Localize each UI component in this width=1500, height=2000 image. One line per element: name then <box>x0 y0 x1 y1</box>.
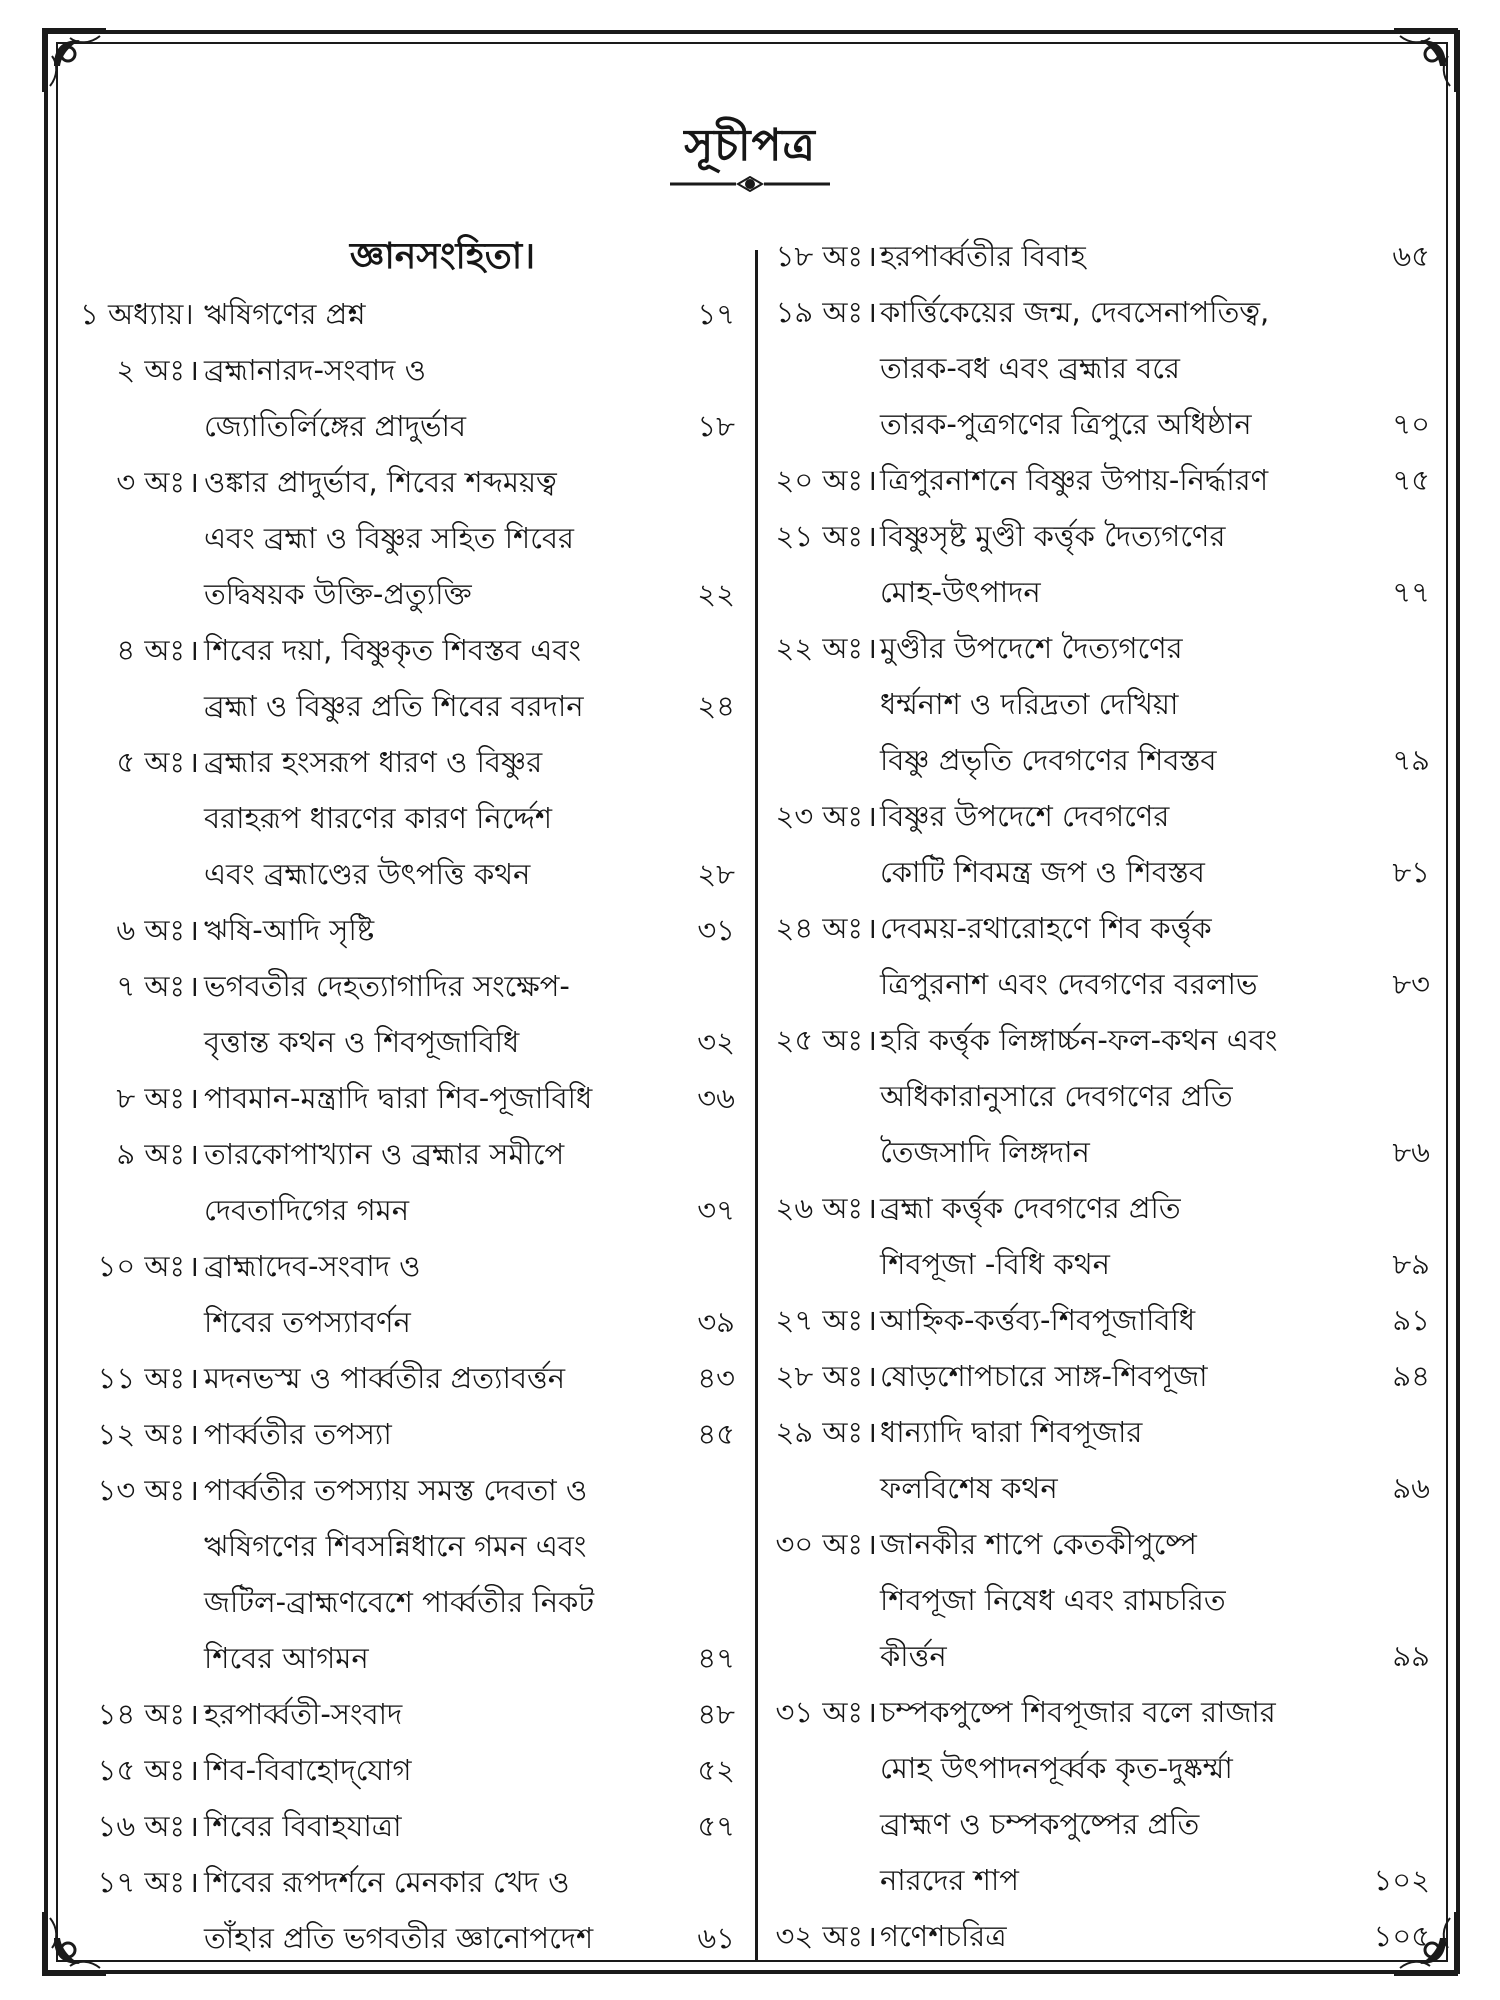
toc-line <box>768 1180 1430 1236</box>
toc-line <box>768 1236 1430 1292</box>
toc-line <box>768 396 1430 452</box>
separator-mark: । <box>188 1249 199 1283</box>
toc-entry <box>768 508 1430 620</box>
chapter-number: ২১ অঃ <box>775 519 863 553</box>
toc-line <box>80 902 745 958</box>
toc-line <box>768 1292 1430 1348</box>
separator-mark: । <box>866 631 877 665</box>
page-number: ৩১ <box>697 913 735 947</box>
chapter-title-line: কোটি শিবমন্ত্র জপ ও শিবস্তব <box>880 855 1205 889</box>
toc-line <box>80 1462 745 1518</box>
chapter-title-line: মোহ-উৎপাদন <box>880 575 1041 609</box>
chapter-number: ১৪ অঃ <box>97 1697 185 1731</box>
toc-line <box>80 454 745 510</box>
page-number: ৭০ <box>1392 407 1430 441</box>
toc-line <box>768 1908 1430 1964</box>
toc-line <box>768 1124 1430 1180</box>
toc-entry <box>768 284 1430 452</box>
toc-line <box>768 900 1430 956</box>
separator-mark: । <box>866 1527 877 1561</box>
chapter-title-line: ব্রহ্মানারদ-সংবাদ ও <box>204 353 426 387</box>
toc-line <box>80 846 745 902</box>
toc-line <box>80 622 745 678</box>
separator-mark: । <box>866 519 877 553</box>
page-number: ৭৭ <box>1392 575 1430 609</box>
chapter-number: ২৭ অঃ <box>775 1303 863 1337</box>
toc-line <box>80 286 745 342</box>
chapter-number: ১০ অঃ <box>97 1249 185 1283</box>
chapter-number: ২৬ অঃ <box>775 1191 863 1225</box>
toc-entry <box>80 1686 745 1742</box>
chapter-title-line: বরাহরূপ ধারণের কারণ নির্দ্দেশ <box>204 801 553 835</box>
toc-entry <box>80 1798 745 1854</box>
separator-mark: । <box>188 969 199 1003</box>
toc-entry <box>80 1070 745 1126</box>
page-number: ৫২ <box>697 1753 735 1787</box>
chapter-title-line: ব্রহ্মার হংসরূপ ধারণ ও বিষ্ণুর <box>204 745 543 779</box>
toc-entry <box>768 1012 1430 1180</box>
toc-right-list <box>768 228 1430 1964</box>
chapter-number: ৮ অঃ <box>116 1081 185 1115</box>
chapter-title-line: তৈজসাদি লিঙ্গদান <box>880 1135 1090 1169</box>
page-number: ৮৩ <box>1392 967 1430 1001</box>
chapter-title-line: মুণ্ডীর উপদেশে দৈত্যগণের <box>880 631 1183 665</box>
page-number: ১৭ <box>697 297 735 331</box>
toc-entry <box>768 452 1430 508</box>
separator-mark: । <box>866 799 877 833</box>
separator-mark: । <box>188 745 199 779</box>
chapter-number: ৪ অঃ <box>116 633 185 667</box>
separator-mark: । <box>188 1361 199 1395</box>
chapter-number: ৩ অঃ <box>116 465 185 499</box>
toc-entry <box>768 1404 1430 1516</box>
toc-line <box>768 1516 1430 1572</box>
chapter-number: ৩১ অঃ <box>775 1695 863 1729</box>
chapter-title-line: শিবের রূপদর্শনে মেনকার খেদ ও <box>204 1865 570 1899</box>
toc-entry <box>80 1854 745 1966</box>
chapter-title-line: চম্পকপুষ্পে শিবপূজার বলে রাজার <box>880 1695 1276 1729</box>
chapter-number: ১৬ অঃ <box>97 1809 185 1843</box>
toc-line <box>768 564 1430 620</box>
separator-mark: । <box>188 353 199 387</box>
section-heading: জ্ঞানসংহিতা। <box>349 236 536 277</box>
separator-mark: । <box>866 239 877 273</box>
separator-mark: । <box>866 1359 877 1393</box>
toc-line <box>768 284 1430 340</box>
separator-mark: । <box>188 913 199 947</box>
toc-left-list <box>80 286 745 1966</box>
chapter-title-line: ঋষিগণের শিবসন্নিধানে গমন এবং <box>204 1529 587 1563</box>
toc-line <box>80 1126 745 1182</box>
toc-line <box>768 1012 1430 1068</box>
page-number: ৩৬ <box>697 1081 735 1115</box>
toc-line <box>768 1068 1430 1124</box>
page-number: ৪৫ <box>697 1417 735 1451</box>
toc-entry <box>80 902 745 958</box>
separator-mark: । <box>866 1919 877 1953</box>
separator-mark: । <box>866 463 877 497</box>
chapter-title-line: মদনভস্ম ও পার্ব্বতীর প্রত্যাবর্ত্তন <box>204 1361 566 1395</box>
chapter-number: ২৯ অঃ <box>775 1415 863 1449</box>
toc-line <box>80 1518 745 1574</box>
toc-entry <box>768 620 1430 788</box>
toc-line <box>80 734 745 790</box>
chapter-title-line: শিবের বিবাহযাত্রা <box>204 1809 402 1843</box>
page-number: ৮৯ <box>1392 1247 1430 1281</box>
toc-line <box>768 1572 1430 1628</box>
toc-line <box>768 452 1430 508</box>
toc-entry <box>80 454 745 622</box>
separator-mark: । <box>866 1023 877 1057</box>
title-flourish <box>670 176 830 192</box>
chapter-title-line: ওঙ্কার প্রাদুর্ভাব, শিবের শব্দময়ত্ব <box>204 465 557 499</box>
toc-entry <box>80 1462 745 1686</box>
page-title: সূচীপত্র <box>684 120 816 171</box>
corner-ornament <box>40 26 110 96</box>
chapter-title-line: হরি কর্ত্তৃক লিঙ্গার্চ্চন-ফল-কথন এবং <box>880 1023 1278 1057</box>
chapter-number: ২২ অঃ <box>775 631 863 665</box>
toc-line <box>768 1460 1430 1516</box>
toc-left-column <box>80 228 745 1966</box>
chapter-title-line: শিবের আগমন <box>204 1641 369 1675</box>
chapter-title-line: জটিল-ব্রাহ্মণবেশে পার্ব্বতীর নিকট <box>204 1585 595 1619</box>
chapter-title-line: জ্যোতির্লিঙ্গের প্রাদুর্ভাব <box>204 409 466 443</box>
chapter-title-line: তারক-পুত্রগণের ত্রিপুরে অধিষ্ঠান <box>880 407 1252 441</box>
page-number: ৩২ <box>697 1025 735 1059</box>
separator-mark: । <box>866 1191 877 1225</box>
toc-line <box>768 1852 1430 1908</box>
toc-line <box>80 398 745 454</box>
toc-entry <box>80 958 745 1070</box>
separator-mark: । <box>188 1081 199 1115</box>
chapter-number: ১৮ অঃ <box>775 239 863 273</box>
separator-mark: । <box>866 1695 877 1729</box>
chapter-number: ২ অঃ <box>116 353 185 387</box>
toc-entry <box>768 228 1430 284</box>
toc-line <box>768 1740 1430 1796</box>
toc-entry <box>80 1350 745 1406</box>
chapter-number: ২৫ অঃ <box>775 1023 863 1057</box>
toc-line <box>80 1854 745 1910</box>
toc-entry <box>768 1292 1430 1348</box>
separator-mark: । <box>188 1865 199 1899</box>
page-number: ৬৫ <box>1392 239 1430 273</box>
toc-entry <box>80 622 745 734</box>
toc-entry <box>80 1126 745 1238</box>
chapter-title-line: পার্ব্বতীর তপস্যায় সমস্ত দেবতা ও <box>204 1473 588 1507</box>
page-number: ৯৬ <box>1392 1471 1430 1505</box>
chapter-title-line: শিবপূজা -বিধি কথন <box>880 1247 1110 1281</box>
chapter-title-line: অধিকারানুসারে দেবগণের প্রতি <box>880 1079 1233 1113</box>
chapter-title-line: শিবের দয়া, বিষ্ণুকৃত শিবস্তব এবং <box>204 633 581 667</box>
chapter-title-line: ব্রহ্মা কর্ত্তৃক দেবগণের প্রতি <box>880 1191 1181 1225</box>
chapter-title-line: ব্রাহ্মণ ও চম্পকপুষ্পের প্রতি <box>880 1807 1200 1841</box>
toc-entry <box>768 1180 1430 1292</box>
corner-ornament <box>1390 26 1460 96</box>
toc-line <box>768 1628 1430 1684</box>
toc-line <box>80 678 745 734</box>
page-number: ২২ <box>697 577 735 611</box>
page-number: ১০৫ <box>1373 1919 1430 1953</box>
toc-entry <box>80 734 745 902</box>
chapter-title-line: তারক-বধ এবং ব্রহ্মার বরে <box>880 351 1180 385</box>
toc-line <box>80 1742 745 1798</box>
page-number: ৬১ <box>697 1921 735 1955</box>
separator-mark: । <box>188 633 199 667</box>
chapter-title-line: হরপার্ব্বতী-সংবাদ <box>204 1697 403 1731</box>
chapter-number: ৩০ অঃ <box>775 1527 863 1561</box>
chapter-number: ১৭ অঃ <box>97 1865 185 1899</box>
page-number: ৫৭ <box>697 1809 735 1843</box>
toc-entry <box>768 1908 1430 1964</box>
toc-line <box>80 1910 745 1966</box>
page-number: ৪৭ <box>697 1641 735 1675</box>
separator-mark: । <box>188 1417 199 1451</box>
toc-right-column <box>768 228 1430 1964</box>
chapter-title-line: এবং ব্রহ্মাণ্ডের উৎপত্তি কথন <box>204 857 531 891</box>
page-number: ৭৯ <box>1392 743 1430 777</box>
toc-entry <box>768 788 1430 900</box>
toc-line <box>768 788 1430 844</box>
chapter-number: ১৯ অঃ <box>775 295 863 329</box>
page-number: ৯৯ <box>1392 1639 1430 1673</box>
chapter-title-line: কীর্ত্তন <box>880 1639 947 1673</box>
chapter-title-line: এবং ব্রহ্মা ও বিষ্ণুর সহিত শিবের <box>204 521 574 555</box>
toc-line <box>768 340 1430 396</box>
chapter-title-line: বিষ্ণুসৃষ্ট মুণ্ডী কর্ত্তৃক দৈত্যগণের <box>880 519 1226 553</box>
chapter-number: ৬ অঃ <box>116 913 185 947</box>
chapter-title-line: ব্রহ্মা ও বিষ্ণুর প্রতি শিবের বরদান <box>204 689 584 723</box>
chapter-title-line: ঋষি-আদি সৃষ্টি <box>204 913 375 947</box>
toc-entry <box>768 1684 1430 1908</box>
chapter-number: ১২ অঃ <box>97 1417 185 1451</box>
chapter-number: ১৩ অঃ <box>97 1473 185 1507</box>
toc-line <box>80 790 745 846</box>
page-number: ২৪ <box>697 689 735 723</box>
toc-entry <box>80 1406 745 1462</box>
toc-line <box>80 342 745 398</box>
toc-entry <box>80 1742 745 1798</box>
chapter-title-line: বিষ্ণু প্রভৃতি দেবগণের শিবস্তব <box>880 743 1217 777</box>
chapter-number: ৫ অঃ <box>116 745 185 779</box>
toc-line <box>768 676 1430 732</box>
toc-line <box>768 844 1430 900</box>
chapter-title-line: কার্ত্তিকেয়ের জন্ম, দেবসেনাপতিত্ব, <box>880 295 1270 329</box>
chapter-title-line: গণেশচরিত্র <box>880 1919 1007 1953</box>
toc-line <box>80 1350 745 1406</box>
toc-entry <box>80 286 745 342</box>
toc-line <box>80 1406 745 1462</box>
chapter-title-line: ব্রাহ্মাদেব-সংবাদ ও <box>204 1249 421 1283</box>
toc-entry <box>80 342 745 454</box>
chapter-title-line: মোহ উৎপাদনপূর্ব্বক কৃত-দুষ্কর্ম্মা <box>880 1751 1233 1785</box>
chapter-title-line: পার্ব্বতীর তপস্যা <box>204 1417 392 1451</box>
chapter-number: ২৩ অঃ <box>775 799 863 833</box>
page-number: ৮৬ <box>1392 1135 1430 1169</box>
chapter-number: ২৪ অঃ <box>775 911 863 945</box>
chapter-number: ৭ অঃ <box>116 969 185 1003</box>
toc-line <box>80 1798 745 1854</box>
page-number: ৮১ <box>1392 855 1430 889</box>
chapter-title-line: দেবতাদিগের গমন <box>204 1193 410 1227</box>
chapter-number: ৯ অঃ <box>116 1137 185 1171</box>
toc-line <box>80 1294 745 1350</box>
chapter-title-line: ঋষিগণের প্রশ্ন <box>204 297 366 331</box>
chapter-number: ২৮ অঃ <box>775 1359 863 1393</box>
chapter-number: ১১ অঃ <box>97 1361 185 1395</box>
toc-line <box>80 1686 745 1742</box>
page-number: ১৮ <box>697 409 735 443</box>
toc-line <box>768 1348 1430 1404</box>
separator-mark: । <box>188 1137 199 1171</box>
separator-mark: । <box>866 1415 877 1449</box>
page-number: ৪৮ <box>697 1697 735 1731</box>
chapter-title-line: পাবমান-মন্ত্রাদি দ্বারা শিব-পূজাবিধি <box>204 1081 593 1115</box>
page-number: ৩৭ <box>697 1193 735 1227</box>
chapter-number: ১৫ অঃ <box>97 1753 185 1787</box>
toc-entry <box>768 900 1430 1012</box>
chapter-title-line: হরপার্ব্বতীর বিবাহ <box>880 239 1086 273</box>
chapter-title-line: ষোড়শোপচারে সাঙ্গ-শিবপূজা <box>880 1359 1208 1393</box>
toc-line <box>768 956 1430 1012</box>
chapter-title-line: বিষ্ণুর উপদেশে দেবগণের <box>880 799 1170 833</box>
chapter-title-line: তদ্বিষয়ক উক্তি-প্রত্যুক্তি <box>204 577 472 611</box>
separator-mark: । <box>188 1473 199 1507</box>
toc-line <box>80 566 745 622</box>
page-number: ৭৫ <box>1392 463 1430 497</box>
chapter-title-line: ত্রিপুরনাশ এবং দেবগণের বরলাভ <box>880 967 1258 1001</box>
chapter-title-line: নারদের শাপ <box>880 1863 1019 1897</box>
page-number: ৪৩ <box>697 1361 735 1395</box>
toc-line <box>80 1238 745 1294</box>
toc-line <box>80 1182 745 1238</box>
toc-line <box>80 1070 745 1126</box>
separator-mark: । <box>188 1753 199 1787</box>
toc-entry <box>80 1238 745 1350</box>
page-number: ৯৪ <box>1392 1359 1430 1393</box>
toc-entry <box>768 1516 1430 1684</box>
chapter-title-line: শিবপূজা নিষেধ এবং রামচরিত <box>880 1583 1226 1617</box>
chapter-number: ১ অধ্যায়। <box>80 297 194 331</box>
chapter-title-line: আহ্নিক-কর্ত্তব্য-শিবপূজাবিধি <box>880 1303 1196 1337</box>
chapter-number: ২০ অঃ <box>775 463 863 497</box>
chapter-title-line: বৃত্তান্ত কথন ও শিবপূজাবিধি <box>204 1025 520 1059</box>
chapter-title-line: শিবের তপস্যাবর্ণন <box>204 1305 411 1339</box>
toc-line <box>80 958 745 1014</box>
separator-mark: । <box>866 1303 877 1337</box>
toc-line <box>80 1630 745 1686</box>
separator-mark: । <box>188 465 199 499</box>
toc-line <box>80 510 745 566</box>
toc-line <box>768 732 1430 788</box>
toc-line <box>768 1684 1430 1740</box>
toc-line <box>80 1014 745 1070</box>
toc-line <box>768 620 1430 676</box>
chapter-title-line: ত্রিপুরনাশনে বিষ্ণুর উপায়-নির্দ্ধারণ <box>880 463 1269 497</box>
page-number: ৩৯ <box>697 1305 735 1339</box>
page-number: ২৮ <box>697 857 735 891</box>
chapter-title-line: ভগবতীর দেহত্যাগাদির সংক্ষেপ- <box>204 969 570 1003</box>
separator-mark: । <box>188 1809 199 1843</box>
toc-line <box>768 1404 1430 1460</box>
chapter-title-line: তারকোপাখ্যান ও ব্রহ্মার সমীপে <box>204 1137 565 1171</box>
chapter-title-line: ধান্যাদি দ্বারা শিবপূজার <box>880 1415 1143 1449</box>
chapter-title-line: তাঁহার প্রতি ভগবতীর জ্ঞানোপদেশ <box>204 1921 594 1955</box>
toc-line <box>768 1796 1430 1852</box>
separator-mark: । <box>866 911 877 945</box>
chapter-title-line: শিব-বিবাহোদ্‌যোগ <box>204 1753 412 1787</box>
toc-line <box>768 508 1430 564</box>
toc-line <box>768 228 1430 284</box>
toc-line <box>80 1574 745 1630</box>
page-number: ৯১ <box>1392 1303 1430 1337</box>
column-divider <box>755 250 758 1960</box>
page-number: ১০২ <box>1373 1863 1430 1897</box>
chapter-title-line: ধর্ম্মনাশ ও দরিদ্রতা দেখিয়া <box>880 687 1179 721</box>
chapter-title-line: দেবময়-রথারোহণে শিব কর্ত্তৃক <box>880 911 1212 945</box>
chapter-number: ৩২ অঃ <box>775 1919 863 1953</box>
chapter-title-line: ফলবিশেষ কথন <box>880 1471 1058 1505</box>
separator-mark: । <box>188 1697 199 1731</box>
separator-mark: । <box>866 295 877 329</box>
chapter-title-line: জানকীর শাপে কেতকীপুষ্পে <box>880 1527 1197 1561</box>
toc-entry <box>768 1348 1430 1404</box>
